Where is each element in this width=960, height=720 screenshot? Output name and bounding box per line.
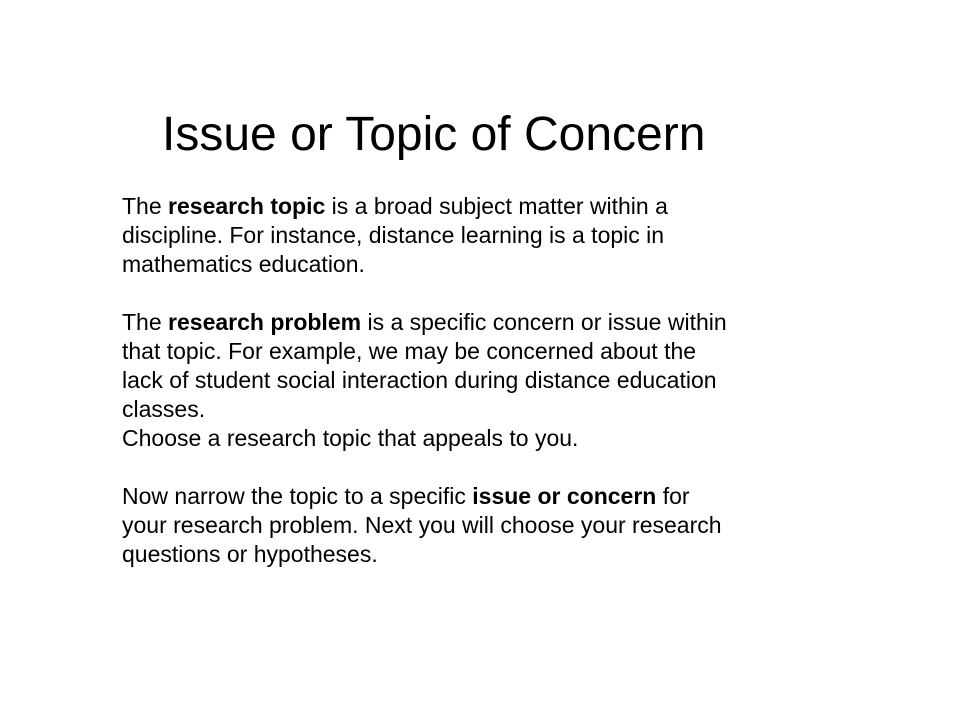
paragraph-research-problem: [122, 308, 842, 453]
body-line: lack of student social interaction during distance education: [122, 367, 717, 393]
body-line: Choose a research topic that appeals to you.: [122, 425, 579, 451]
paragraph-gap: [122, 453, 842, 482]
body-line: your research problem. Next you will choose your research: [122, 512, 722, 538]
body-line: [122, 482, 842, 511]
text-segment: The: [122, 309, 169, 335]
body-line: [122, 192, 842, 221]
text-segment: is a specific concern or issue within: [361, 309, 727, 335]
bold-term-research-topic: research topic: [168, 193, 326, 219]
slide-body: [122, 192, 842, 569]
paragraph-narrow-topic: [122, 482, 842, 569]
bold-term-research-problem: research problem: [168, 309, 362, 335]
body-line: questions or hypotheses.: [122, 541, 378, 567]
text-segment: for: [656, 483, 690, 509]
body-line: discipline. For instance, distance learning is a topic in: [122, 222, 665, 248]
body-line: that topic. For example, we may be concerned about the: [122, 338, 697, 364]
slide-title: Issue or Topic of Concern: [162, 108, 706, 161]
text-segment: Now narrow the topic to a specific: [122, 483, 473, 509]
body-line: classes.: [122, 396, 206, 422]
paragraph-research-topic: [122, 192, 842, 279]
body-line: mathematics education.: [122, 251, 365, 277]
body-line: [122, 308, 842, 337]
text-segment: The: [122, 193, 169, 219]
paragraph-gap: [122, 279, 842, 308]
text-segment: is a broad subject matter within a: [325, 193, 668, 219]
bold-term-issue-or-concern: issue or concern: [472, 483, 657, 509]
